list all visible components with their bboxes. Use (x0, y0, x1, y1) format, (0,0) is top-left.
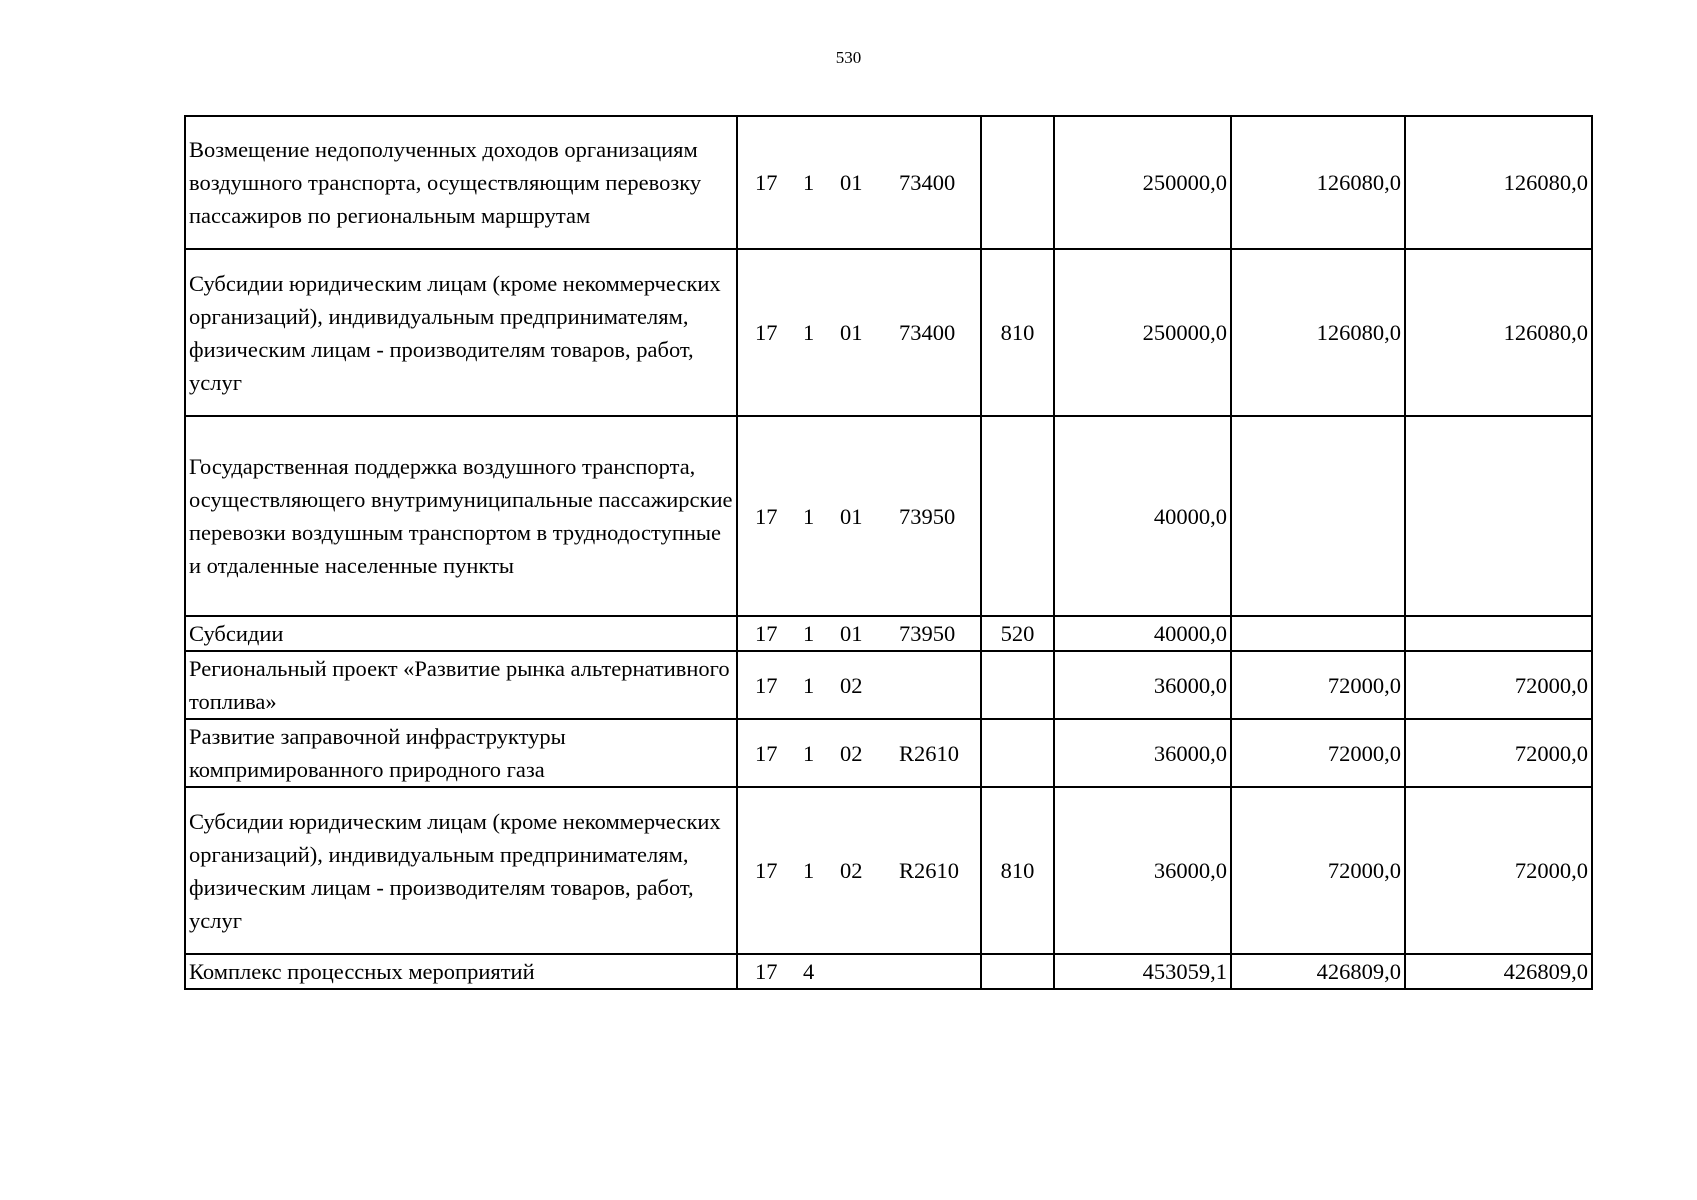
code-subprogram: 01 (840, 503, 863, 529)
code-direction: R2610 (899, 858, 960, 883)
row-amount-1: 40000,0 (1054, 416, 1231, 616)
table-row (185, 954, 1592, 989)
table-row (185, 249, 1592, 416)
row-amount-2: 72000,0 (1231, 719, 1405, 787)
code-direction: 73950 (899, 503, 956, 529)
row-expense-type (981, 954, 1054, 989)
code-program: 17 (755, 621, 778, 646)
row-target-code (737, 954, 981, 989)
row-amount-3: 72000,0 (1405, 787, 1592, 954)
row-amount-1: 36000,0 (1054, 651, 1231, 719)
code-type: 1 (803, 320, 815, 345)
row-name: Региональный проект «Развитие рынка альтернативного топлива» (185, 651, 737, 719)
row-expense-type: 810 (981, 249, 1054, 416)
row-name: Комплекс процессных мероприятий (185, 954, 737, 989)
row-expense-type (981, 719, 1054, 787)
code-subprogram: 02 (840, 672, 863, 698)
table-row (185, 719, 1592, 787)
row-expense-type: 520 (981, 616, 1054, 651)
table-row (185, 416, 1592, 616)
code-subprogram: 02 (840, 740, 863, 766)
code-subprogram: 01 (840, 320, 863, 345)
code-direction: 73950 (899, 621, 956, 646)
code-subprogram: 01 (840, 621, 863, 646)
row-amount-3: 426809,0 (1405, 954, 1592, 989)
table-row (185, 116, 1592, 249)
row-target-code (737, 249, 981, 416)
row-amount-3: 126080,0 (1405, 249, 1592, 416)
row-amount-1: 40000,0 (1054, 616, 1231, 651)
row-name: Развитие заправочной инфраструктуры компримированного природного газа (185, 719, 737, 787)
row-amount-3: 72000,0 (1405, 651, 1592, 719)
row-expense-type (981, 116, 1054, 249)
row-amount-1: 250000,0 (1054, 116, 1231, 249)
row-expense-type: 810 (981, 787, 1054, 954)
code-type: 1 (803, 672, 815, 698)
table-row (185, 651, 1592, 719)
row-name: Государственная поддержка воздушного транспорта, осуществляющего внутримуниципальные пассажирские перевозки воздушным транспортом в труднодоступные и отдаленные населенные пункты (185, 416, 737, 616)
code-direction: 73400 (899, 320, 956, 345)
code-direction: 73400 (899, 170, 956, 195)
row-amount-3 (1405, 616, 1592, 651)
row-amount-1: 453059,1 (1054, 954, 1231, 989)
code-subprogram: 01 (840, 170, 863, 195)
row-target-code (737, 416, 981, 616)
row-amount-2: 72000,0 (1231, 787, 1405, 954)
code-program: 17 (755, 959, 778, 984)
row-amount-1: 36000,0 (1054, 787, 1231, 954)
code-type: 1 (803, 170, 815, 195)
code-program: 17 (755, 858, 778, 883)
code-program: 17 (755, 672, 778, 698)
row-amount-1: 250000,0 (1054, 249, 1231, 416)
row-target-code (737, 616, 981, 651)
code-program: 17 (755, 503, 778, 529)
table-row (185, 616, 1592, 651)
row-target-code (737, 719, 981, 787)
code-program: 17 (755, 320, 778, 345)
row-amount-3 (1405, 416, 1592, 616)
code-direction: R2610 (899, 740, 960, 766)
row-amount-2: 72000,0 (1231, 651, 1405, 719)
row-target-code (737, 651, 981, 719)
row-name: Возмещение недополученных доходов организациям воздушного транспорта, осуществляющим перевозку пассажиров по региональным маршрутам (185, 116, 737, 249)
row-expense-type (981, 651, 1054, 719)
code-program: 17 (755, 170, 778, 195)
row-amount-2: 126080,0 (1231, 116, 1405, 249)
row-amount-1: 36000,0 (1054, 719, 1231, 787)
budget-table (184, 115, 1593, 990)
row-name: Субсидии юридическим лицам (кроме некоммерческих организаций), индивидуальным предпринимателям, физическим лицам - производителям товаров, работ, услуг (185, 249, 737, 416)
row-expense-type (981, 416, 1054, 616)
row-amount-2 (1231, 616, 1405, 651)
page-number: 530 (835, 48, 862, 67)
row-amount-2: 426809,0 (1231, 954, 1405, 989)
row-amount-2: 126080,0 (1231, 249, 1405, 416)
code-type: 1 (803, 621, 815, 646)
row-target-code (737, 116, 981, 249)
code-program: 17 (755, 740, 778, 766)
code-subprogram: 02 (840, 858, 863, 883)
row-name: Субсидии (185, 616, 737, 651)
code-type: 1 (803, 858, 815, 883)
code-type: 4 (803, 959, 815, 984)
row-amount-3: 72000,0 (1405, 719, 1592, 787)
code-type: 1 (803, 503, 815, 529)
row-amount-2 (1231, 416, 1405, 616)
row-name: Субсидии юридическим лицам (кроме некоммерческих организаций), индивидуальным предпринимателям, физическим лицам - производителям товаров, работ, услуг (185, 787, 737, 954)
table-row (185, 787, 1592, 954)
code-type: 1 (803, 740, 815, 766)
row-target-code (737, 787, 981, 954)
row-amount-3: 126080,0 (1405, 116, 1592, 249)
